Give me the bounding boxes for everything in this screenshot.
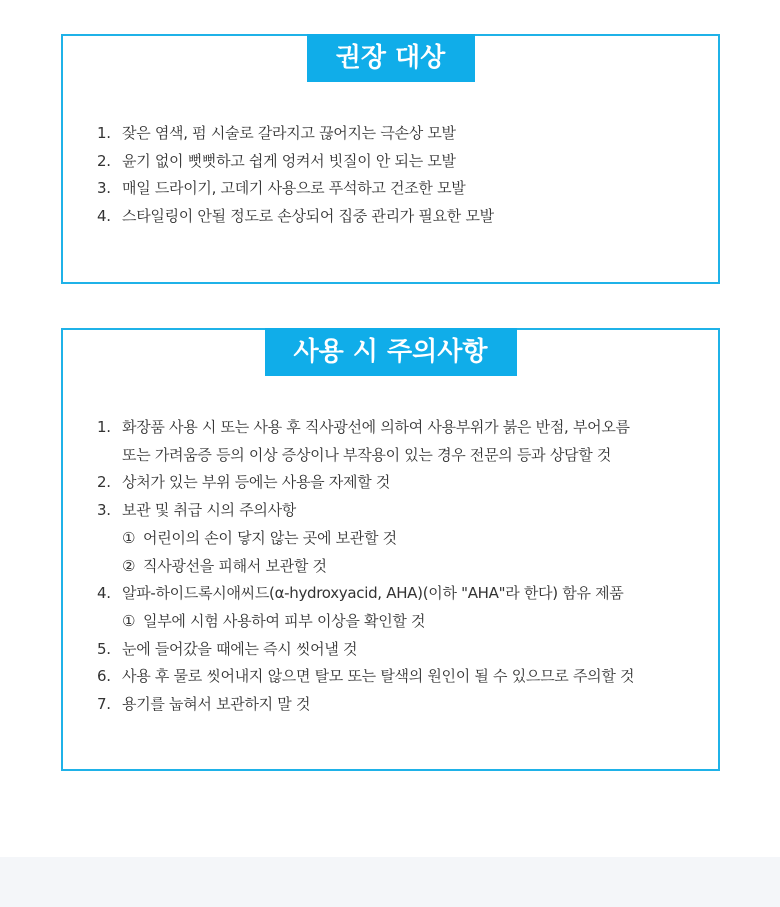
- cautions-list: [97, 414, 698, 719]
- item-number: ②: [122, 556, 136, 575]
- item-number: 7.: [97, 695, 111, 714]
- item-number: 1.: [97, 418, 111, 436]
- list-item: [97, 636, 698, 664]
- list-item: [97, 691, 698, 719]
- list-item: [97, 580, 698, 608]
- list-item: [97, 175, 698, 203]
- cautions-section: [61, 328, 720, 771]
- list-item-continuation: [97, 442, 698, 470]
- item-number: 4.: [97, 207, 111, 226]
- list-item: [97, 414, 698, 442]
- recommended-list: [97, 120, 698, 231]
- item-number: 3.: [97, 179, 111, 198]
- recommended-title: 권장 대상: [307, 34, 475, 82]
- item-number: 4.: [97, 584, 111, 603]
- list-item: [97, 148, 698, 176]
- item-text: 눈에 들어갔을 때에는 즉시 씻어낼 것: [122, 639, 358, 658]
- item-number: 6.: [97, 667, 111, 686]
- footer-bar: [0, 857, 780, 907]
- item-number: 3.: [97, 501, 111, 520]
- item-number: 5.: [97, 639, 111, 658]
- item-number: ①: [122, 611, 136, 630]
- item-number: ①: [122, 528, 136, 547]
- sub-list-item: [97, 608, 698, 636]
- cautions-title: 사용 시 주의사항: [265, 328, 517, 376]
- item-text: 직사광선을 피해서 보관할 것: [143, 556, 327, 575]
- list-item: [97, 203, 698, 231]
- item-text: 매일 드라이기, 고데기 사용으로 푸석하고 건조한 모발: [122, 179, 466, 198]
- item-text: 상처가 있는 부위 등에는 사용을 자제할 것: [122, 473, 391, 492]
- item-text: 어린이의 손이 닿지 않는 곳에 보관할 것: [143, 528, 397, 547]
- item-number: 1.: [97, 124, 111, 142]
- item-text: 또는 가려움증 등의 이상 증상이나 부작용이 있는 경우 전문의 등과 상담할 것: [122, 445, 612, 464]
- item-number: 2.: [97, 473, 111, 492]
- list-item: [97, 120, 698, 148]
- item-number: 2.: [97, 151, 111, 170]
- item-text: 잦은 염색, 펌 시술로 갈라지고 끊어지는 극손상 모발: [122, 124, 456, 142]
- item-text: 용기를 눕혀서 보관하지 말 것: [122, 695, 311, 714]
- item-text: 윤기 없이 뻣뻣하고 쉽게 엉켜서 빗질이 안 되는 모발: [122, 151, 456, 170]
- item-text: 알파-하이드록시애씨드(α-hydroxyacid, AHA)(이하 "AHA"라 한다) 함유 제품: [122, 584, 624, 603]
- item-text: 스타일링이 안될 정도로 손상되어 집중 관리가 필요한 모발: [122, 207, 494, 226]
- recommended-section: [61, 34, 720, 284]
- sub-list-item: [97, 525, 698, 553]
- list-item: [97, 497, 698, 525]
- item-text: 화장품 사용 시 또는 사용 후 직사광선에 의하여 사용부위가 붉은 반점, 부어오름: [122, 418, 630, 436]
- item-text: 일부에 시험 사용하여 피부 이상을 확인할 것: [143, 611, 426, 630]
- list-item: [97, 663, 698, 691]
- item-text: 보관 및 취급 시의 주의사항: [122, 501, 296, 520]
- list-item: [97, 469, 698, 497]
- item-text: 사용 후 물로 씻어내지 않으면 탈모 또는 탈색의 원인이 될 수 있으므로 주의할 것: [122, 667, 635, 686]
- sub-list-item: [97, 553, 698, 581]
